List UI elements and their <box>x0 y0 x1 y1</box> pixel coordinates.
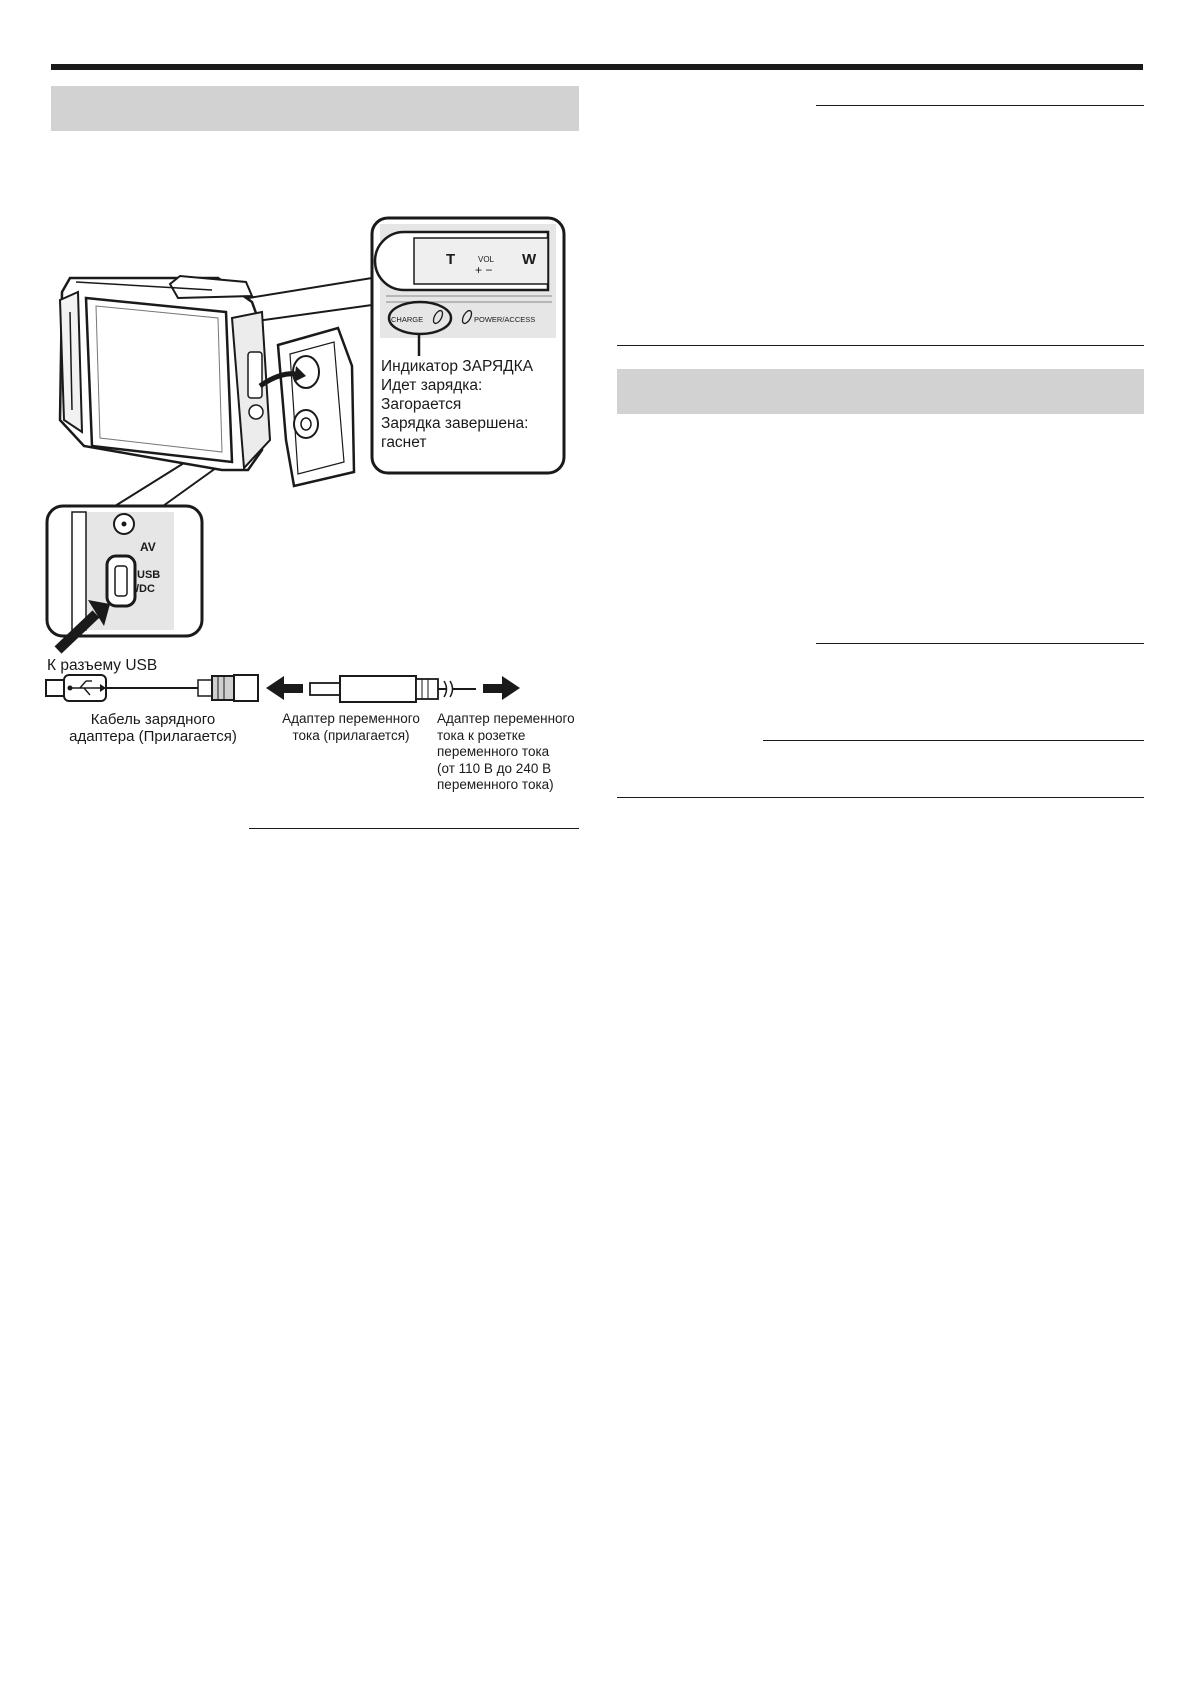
zoom-w-label: W <box>522 251 537 268</box>
cable-row <box>46 675 520 702</box>
charging-state: Загорается <box>381 396 462 413</box>
rule-right-4 <box>763 740 1144 741</box>
cable-caption: Кабель зарядного адаптера (Прилагается) <box>69 711 237 745</box>
vol-label: VOL <box>478 255 495 264</box>
camcorder-illustration <box>60 276 354 486</box>
power-access-label: POWER/ACCESS <box>474 315 536 324</box>
arrow-left-icon <box>266 676 303 700</box>
rule-right-1 <box>816 105 1144 106</box>
rule-right-3 <box>816 643 1144 644</box>
header-rule <box>51 64 1143 70</box>
section-band-right <box>617 369 1144 414</box>
charge-done-state: гаснет <box>381 434 427 451</box>
av-label: AV <box>140 540 156 554</box>
rule-right-2 <box>617 345 1144 346</box>
svg-text:+ −: + − <box>475 263 493 277</box>
charge-label: CHARGE <box>391 315 424 324</box>
rule-left-1 <box>249 828 579 829</box>
usb-dc-label-2: /DC <box>136 583 155 595</box>
adapter-caption: Адаптер переменного тока (прилагается) <box>282 711 420 743</box>
usb-dc-label-1: USB <box>137 569 161 581</box>
charging-label: Идет зарядка: <box>381 377 483 394</box>
charge-indicator-title: Индикатор ЗАРЯДКА <box>381 358 534 375</box>
outlet-caption: Адаптер переменного тока к розетке переменного тока (от 110 В до 240 В переменного тока) <box>437 711 575 792</box>
charge-done-label: Зарядка завершена: <box>381 415 529 432</box>
arrow-right-icon <box>483 676 520 700</box>
section-band-left <box>51 86 579 131</box>
rule-right-5 <box>617 797 1144 798</box>
usb-connector-inset <box>47 506 202 650</box>
to-usb-caption: К разъему USB <box>47 657 158 674</box>
zoom-t-label: T <box>446 251 456 268</box>
